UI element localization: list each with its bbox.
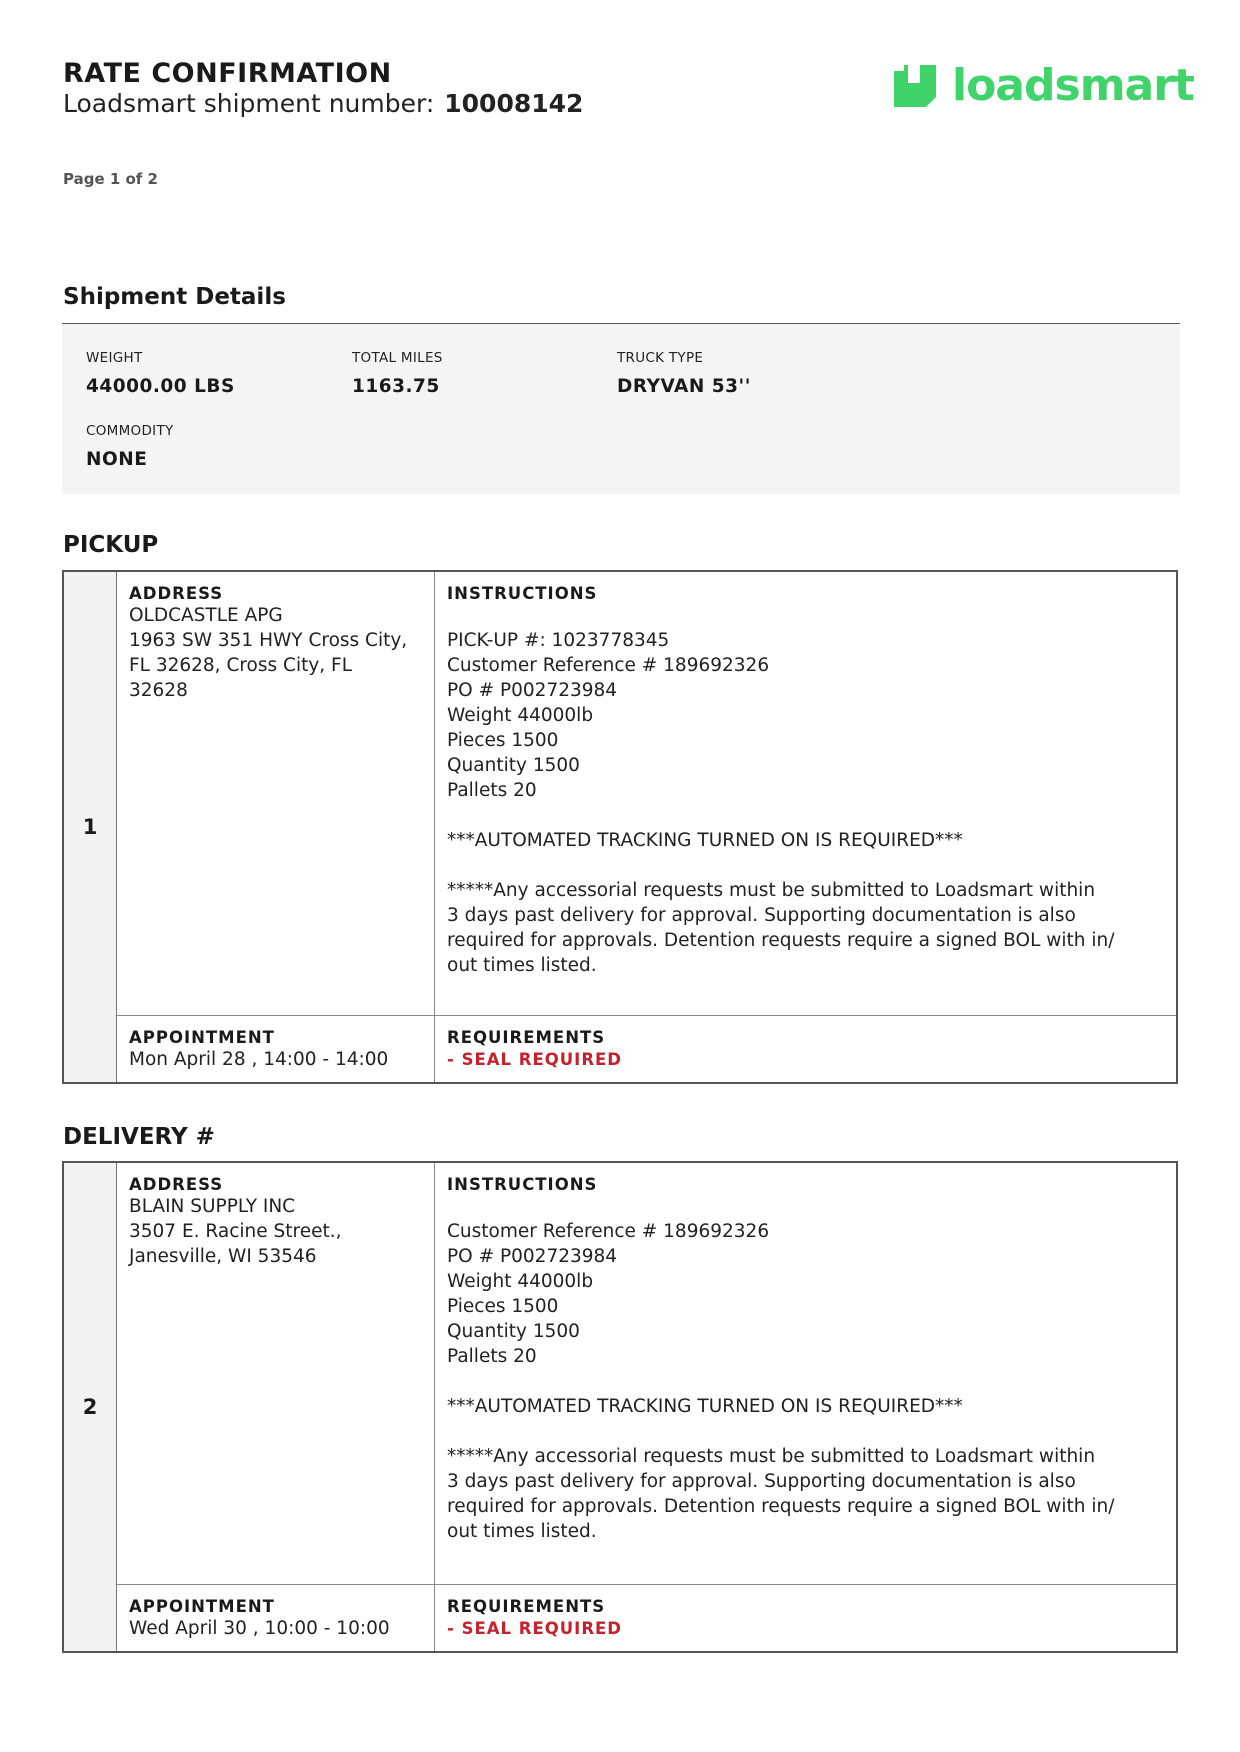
total-miles-label: TOTAL MILES [352,350,443,366]
instruction-line: required for approvals. Detention requests require a signed BOL with in/ [447,930,1115,951]
instruction-line: *****Any accessorial requests must be submitted to Loadsmart within [447,880,1096,901]
weight-field [86,350,235,397]
pickup-instructions-cell [435,572,1176,1015]
pickup-requirements-cell [435,1016,1176,1082]
total-miles-value: 1163.75 [352,376,440,397]
instruction-line [447,1194,1176,1219]
address-line: 32628 [129,680,188,701]
pickup-requirements-label: REQUIREMENTS [447,1028,606,1047]
instruction-line: ***AUTOMATED TRACKING TURNED ON IS REQUIRED*** [447,830,963,851]
instruction-line: Pieces 1500 [447,730,559,751]
delivery-requirements-label: REQUIREMENTS [447,1597,606,1616]
loadsmart-logo [890,60,1194,111]
instruction-line: PICK-UP #: 1023778345 [447,630,670,651]
pickup-appointment-cell [117,1016,435,1082]
delivery-address-label: ADDRESS [129,1175,224,1194]
delivery-address-cell [117,1163,435,1584]
address-line: 1963 SW 351 HWY Cross City, [129,630,408,651]
commodity-label: COMMODITY [86,423,174,439]
instruction-line: PO # P002723984 [447,1246,618,1267]
shipment-details-panel [62,323,1180,494]
pickup-appointment-value: Mon April 28 , 14:00 - 14:00 [129,1049,389,1070]
pickup-stop-table [62,570,1178,1084]
instruction-line: required for approvals. Detention requests require a signed BOL with in/ [447,1496,1115,1517]
delivery-instructions-text [447,1194,1176,1544]
truck-type-label: TRUCK TYPE [617,350,704,366]
delivery-instructions-cell [435,1163,1176,1584]
pickup-address-text [129,603,434,703]
weight-value: 44000.00 LBS [86,376,235,397]
address-line: FL 32628, Cross City, FL [129,655,353,676]
pickup-stop-number: 1 [64,572,117,1082]
delivery-stop-table [62,1161,1178,1653]
page-indicator: Page 1 of 2 [63,170,158,188]
instruction-line: Pallets 20 [447,780,537,801]
instruction-line: Quantity 1500 [447,1321,580,1342]
delivery-appointment-cell [117,1585,435,1651]
delivery-heading: DELIVERY # [63,1124,215,1150]
truck-type-field [617,350,751,397]
pickup-address-label: ADDRESS [129,584,224,603]
pickup-instructions-text [447,603,1176,978]
pickup-address-cell [117,572,435,1015]
instruction-line: out times listed. [447,955,597,976]
shipment-number: 10008142 [444,89,584,118]
commodity-field [86,423,174,470]
instruction-line: out times listed. [447,1521,597,1542]
pickup-heading: PICKUP [63,532,159,558]
instruction-line: ***AUTOMATED TRACKING TURNED ON IS REQUIRED*** [447,1396,963,1417]
instruction-line: 3 days past delivery for approval. Supporting documentation is also [447,1471,1076,1492]
instruction-line: *****Any accessorial requests must be submitted to Loadsmart within [447,1446,1096,1467]
delivery-stop-number: 2 [64,1163,117,1651]
pickup-seal-requirement: - SEAL REQUIRED [447,1050,622,1069]
delivery-address-text [129,1194,434,1269]
loadsmart-logo-icon [890,61,940,111]
pickup-appointment-label: APPOINTMENT [129,1028,275,1047]
address-line: OLDCASTLE APG [129,605,283,626]
address-line: BLAIN SUPPLY INC [129,1196,296,1217]
instruction-line: 3 days past delivery for approval. Supporting documentation is also [447,905,1076,926]
instruction-line [447,603,1176,628]
instruction-line: Customer Reference # 189692326 [447,1221,770,1242]
pickup-instructions-label: INSTRUCTIONS [447,584,598,603]
document-title: RATE CONFIRMATION [63,58,392,89]
instruction-line: PO # P002723984 [447,680,618,701]
instruction-line: Pallets 20 [447,1346,537,1367]
delivery-appointment-value: Wed April 30 , 10:00 - 10:00 [129,1618,390,1639]
instruction-line: Weight 44000lb [447,1271,594,1292]
loadsmart-logo-text: loadsmart [952,60,1194,111]
shipment-number-label: Loadsmart shipment number: [63,89,435,118]
instruction-line: Pieces 1500 [447,1296,559,1317]
instruction-line [447,1419,1176,1444]
delivery-appointment-label: APPOINTMENT [129,1597,275,1616]
address-line: Janesville, WI 53546 [129,1246,317,1267]
commodity-value: NONE [86,449,148,470]
instruction-line: Quantity 1500 [447,755,580,776]
delivery-requirements-cell [435,1585,1176,1651]
instruction-line [447,853,1176,878]
instruction-line: Customer Reference # 189692326 [447,655,770,676]
shipment-number-line [63,89,583,118]
delivery-seal-requirement: - SEAL REQUIRED [447,1619,622,1638]
instruction-line [447,1369,1176,1394]
weight-label: WEIGHT [86,350,143,366]
delivery-instructions-label: INSTRUCTIONS [447,1175,598,1194]
truck-type-value: DRYVAN 53'' [617,376,751,397]
instruction-line [447,803,1176,828]
shipment-details-heading: Shipment Details [63,284,286,310]
total-miles-field [352,350,443,397]
instruction-line: Weight 44000lb [447,705,594,726]
address-line: 3507 E. Racine Street., [129,1221,342,1242]
